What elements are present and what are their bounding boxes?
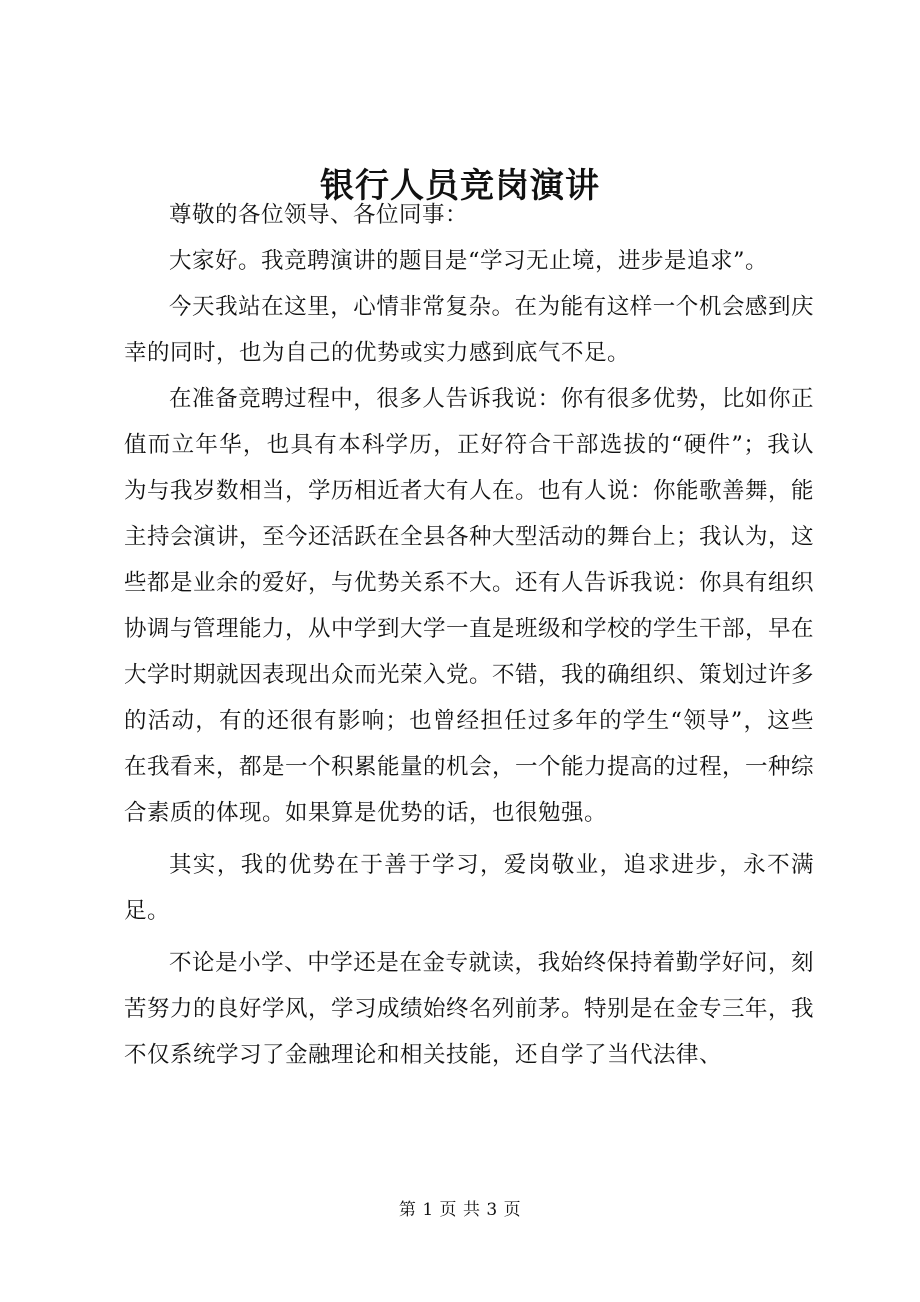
page-number: 第 1 页 共 3 页 [398,1200,522,1220]
paragraph-strengths: 其实，我的优势在于善于学习，爱岗敬业，追求进步，永不满足。 [124,852,814,924]
document-title: 银行人员竞岗演讲 [320,166,600,206]
document-body [124,192,814,1078]
paragraph-study: 不论是小学、中学还是在金专就读，我始终保持着勤学好问，刻苦努力的良好学风，学习成绩始终名列前茅。特别是在金专三年，我不仅系统学习了金融理论和相关技能，还自学了当代法律、 [124,950,815,1068]
paragraph-topic: 大家好。我竞聘演讲的题目是“学习无止境，进步是追求”。 [169,248,769,274]
paragraph-greeting: 尊敬的各位领导、各位同事： [169,202,469,228]
paragraph-preparation: 在准备竞聘过程中，很多人告诉我说：你有很多优势，比如你正值而立年华，也具有本科学历，正好符合干部选拔的“硬件”；我认为与我岁数相当，学历相近者大有人在。也有人说：你能歌善舞，能主持会演讲，至今还活跃在全县各种大型活动的舞台上；我认为，这些都是业余的爱好，与优势关系不大。还有人告诉我说：你具有组织协调与管理能力，从中学到大学一直是班级和学校的学生干部，早在大学时期就因表现出众而光荣入党。不错，我的确组织、策划过许多的活动，有的还很有影响；也曾经担任过多年的学生“领导”，这些在我看来，都是一个积累能量的机会，一个能力提高的过程，一种综合素质的体现。如果算是优势的话，也很勉强。 [124,386,815,826]
paragraph-feelings: 今天我站在这里，心情非常复杂。在为能有这样一个机会感到庆幸的同时，也为自己的优势或实力感到底气不足。 [124,294,814,366]
